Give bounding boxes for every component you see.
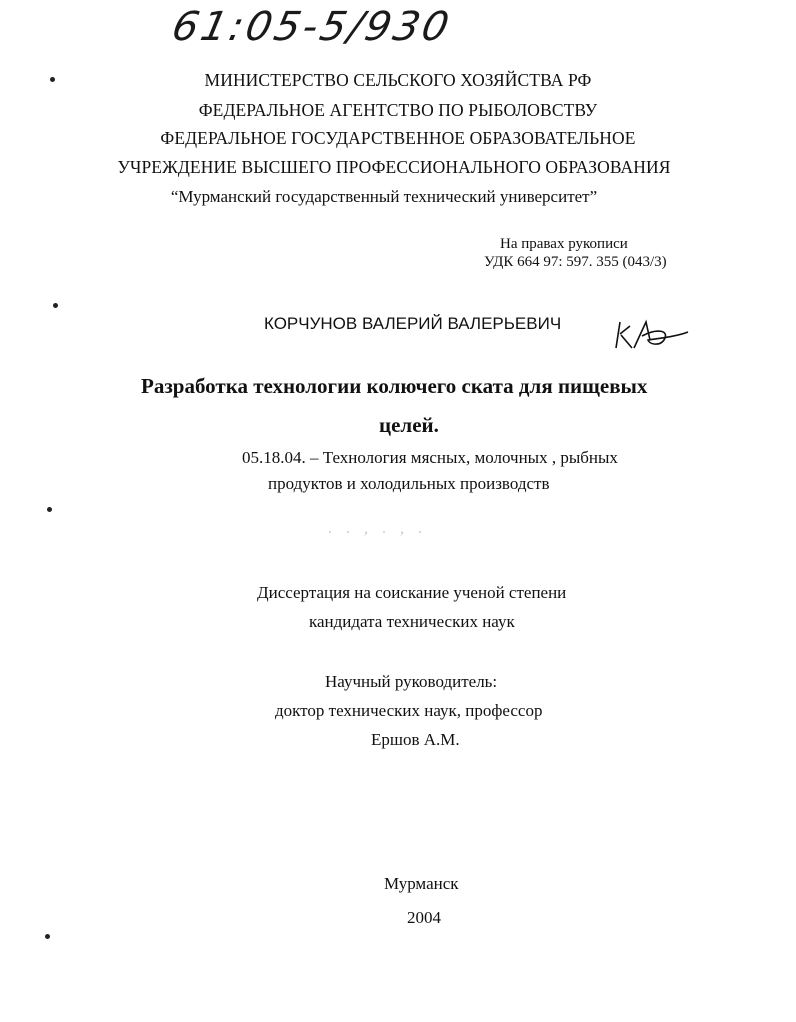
margin-hole-mark <box>45 934 50 939</box>
supervisor-name: Ершов А.М. <box>371 730 460 749</box>
margin-hole-mark <box>53 303 58 308</box>
dissertation-degree-line1: Диссертация на соискание ученой степени <box>257 583 567 602</box>
faint-stamp-mark: . . , . , . <box>328 520 427 537</box>
udk-code: УДК 664 97: 597. 355 (043/3) <box>484 254 667 270</box>
author-name: КОРЧУНОВ ВАЛЕРИЙ ВАЛЕРЬЕВИЧ <box>264 314 562 333</box>
city: Мурманск <box>384 874 459 893</box>
specialty-name-line: продуктов и холодильных производств <box>268 474 550 493</box>
university-name: “Мурманский государственный технический университет” <box>170 187 598 206</box>
agency-line: ФЕДЕРАЛЬНОЕ АГЕНТСТВО ПО РЫБОЛОВСТВУ <box>198 100 598 120</box>
institution-line-3: ФЕДЕРАЛЬНОЕ ГОСУДАРСТВЕННОЕ ОБРАЗОВАТЕЛЬНОЕ <box>160 128 636 148</box>
manuscript-rights: На правах рукописи <box>500 236 628 252</box>
ministry-line: МИНИСТЕРСТВО СЕЛЬСКОГО ХОЗЯЙСТВА РФ <box>204 70 592 90</box>
archive-number-handwritten: 61:05-5/930 <box>168 4 456 50</box>
specialty-code-line: 05.18.04. – Технология мясных, молочных , рыбных <box>242 448 618 467</box>
signature <box>612 318 692 352</box>
dissertation-title-line2: целей. <box>379 413 439 437</box>
dissertation-title-line1: Разработка технологии колючего ската для пищевых <box>141 374 648 398</box>
year: 2004 <box>407 908 441 927</box>
supervisor-label: Научный руководитель: <box>325 672 498 691</box>
dissertation-degree-line2: кандидата технических наук <box>309 612 515 631</box>
institution-line-4: УЧРЕЖДЕНИЕ ВЫСШЕГО ПРОФЕССИОНАЛЬНОГО ОБРАЗОВАНИЯ <box>117 157 671 177</box>
supervisor-degree: доктор технических наук, профессор <box>275 701 543 720</box>
margin-hole-mark <box>47 507 52 512</box>
